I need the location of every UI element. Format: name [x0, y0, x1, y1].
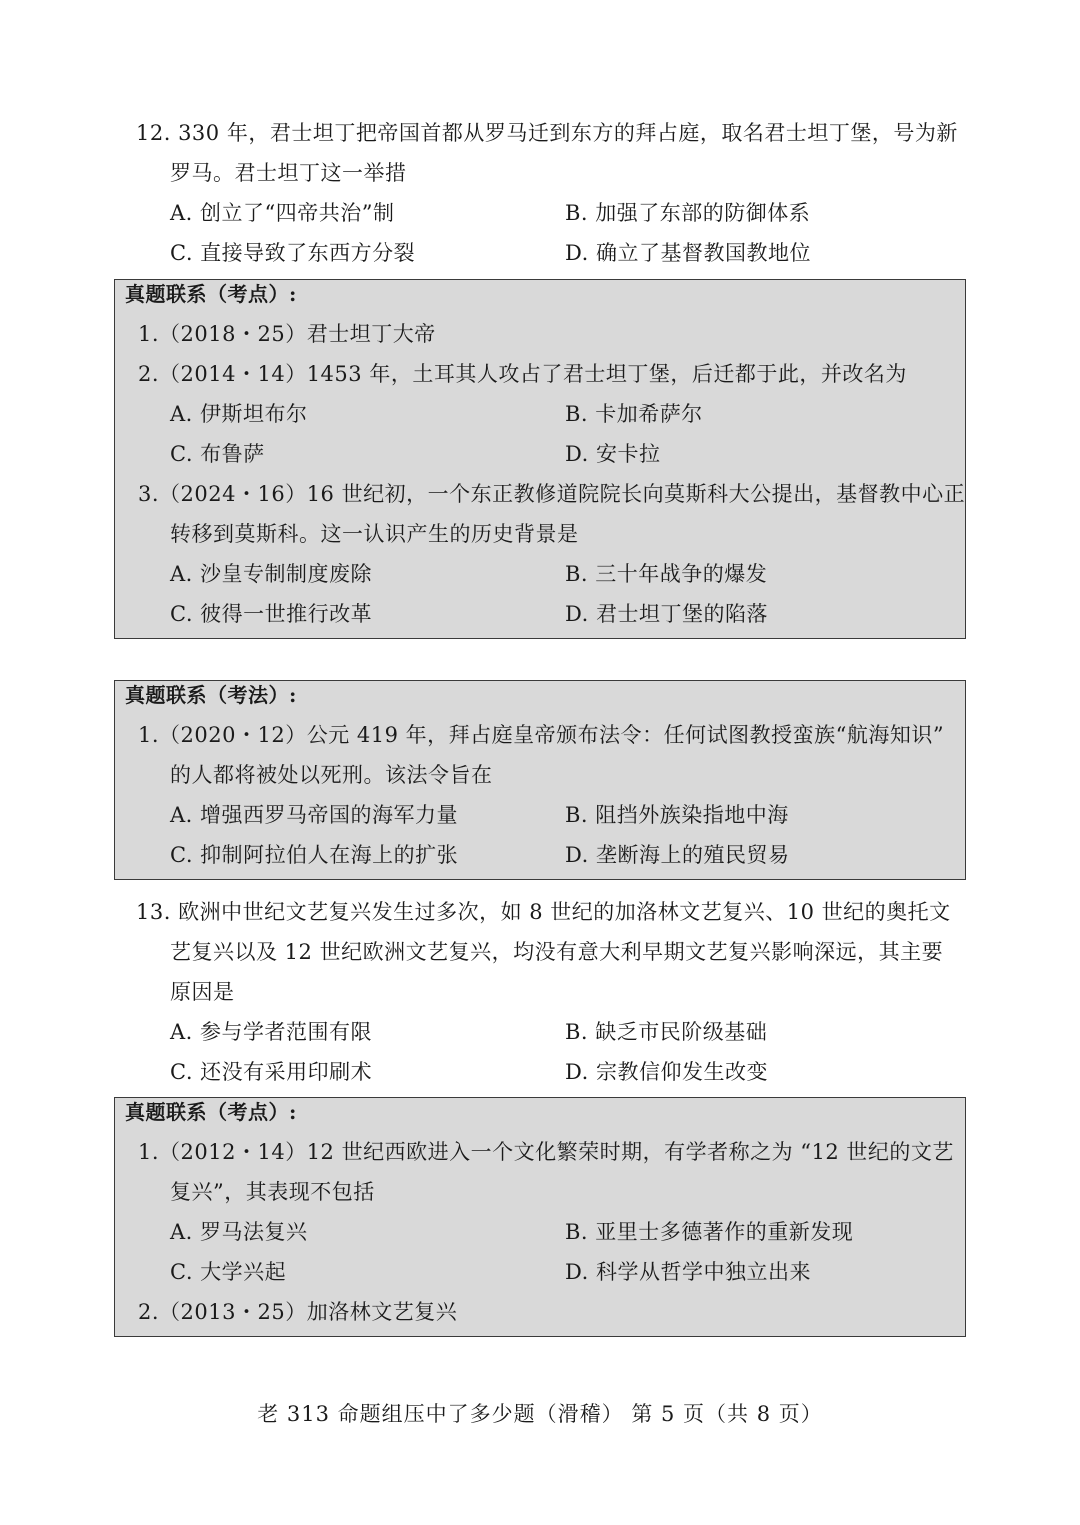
box2-item1-line2: 的人都将被处以死刑。该法令旨在	[170, 763, 493, 787]
box3-item1-line2: 复兴”，其表现不包括	[170, 1180, 375, 1204]
box1-item2-option-b: B. 卡加希萨尔	[565, 402, 703, 426]
q13-option-a: A. 参与学者范围有限	[170, 1020, 373, 1044]
box1-item1: 1.（2018・25）君士坦丁大帝	[138, 322, 436, 346]
box2-item1-line1: 1.（2020・12）公元 419 年，拜占庭皇帝颁布法令：任何试图教授蛮族“航海知识”	[138, 723, 945, 747]
box3-item1-option-b: B. 亚里士多德著作的重新发现	[565, 1220, 854, 1244]
box3-title: 真题联系（考点）:	[125, 1100, 297, 1124]
q13-stem-line3: 原因是	[170, 980, 235, 1004]
box2-option-b: B. 阻挡外族染指地中海	[565, 803, 789, 827]
box3-item1-line1: 1.（2012・14）12 世纪西欧进入一个文化繁荣时期，有学者称之为 “12 世纪的文艺	[138, 1140, 954, 1164]
q12-option-b: B. 加强了东部的防御体系	[565, 201, 811, 225]
box1-item2: 2.（2014・14）1453 年，土耳其人攻占了君士坦丁堡，后迁都于此，并改名为	[138, 362, 907, 386]
box1-item3-option-b: B. 三十年战争的爆发	[565, 562, 768, 586]
box3-item1-option-c: C. 大学兴起	[170, 1260, 287, 1284]
box2-option-a: A. 增强西罗马帝国的海军力量	[170, 803, 459, 827]
box2-option-d: D. 垄断海上的殖民贸易	[565, 843, 790, 867]
q13-option-d: D. 宗教信仰发生改变	[565, 1060, 768, 1084]
q12-option-a: A. 创立了“四帝共治”制	[170, 201, 395, 225]
q12-stem-line1: 12. 330 年，君士坦丁把帝国首都从罗马迁到东方的拜占庭，取名君士坦丁堡，号为新	[136, 121, 958, 145]
box1-item2-option-c: C. 布鲁萨	[170, 442, 265, 466]
q12-option-c: C. 直接导致了东西方分裂	[170, 241, 416, 265]
box2-title: 真题联系（考法）:	[125, 683, 297, 707]
q12-stem-line2: 罗马。君士坦丁这一举措	[170, 161, 407, 185]
page-footer: 老 313 命题组压中了多少题（滑稽） 第 5 页（共 8 页）	[257, 1402, 823, 1426]
box1-item3-option-a: A. 沙皇专制制度废除	[170, 562, 373, 586]
box3-item1-option-d: D. 科学从哲学中独立出来	[565, 1260, 811, 1284]
box1-title: 真题联系（考点）:	[125, 282, 297, 306]
box1-item3-line2: 转移到莫斯科。这一认识产生的历史背景是	[170, 522, 579, 546]
q13-stem-line2: 艺复兴以及 12 世纪欧洲文艺复兴，均没有意大利早期文艺复兴影响深远，其主要	[170, 940, 944, 964]
box3-item2: 2.（2013・25）加洛林文艺复兴	[138, 1300, 458, 1324]
box1-item2-option-a: A. 伊斯坦布尔	[170, 402, 308, 426]
q13-option-c: C. 还没有采用印刷术	[170, 1060, 373, 1084]
q13-stem-line1: 13. 欧洲中世纪文艺复兴发生过多次，如 8 世纪的加洛林文艺复兴、10 世纪的奥托文	[136, 900, 951, 924]
box1-item3-option-d: D. 君士坦丁堡的陷落	[565, 602, 768, 626]
box2-option-c: C. 抑制阿拉伯人在海上的扩张	[170, 843, 459, 867]
box3-item1-option-a: A. 罗马法复兴	[170, 1220, 308, 1244]
box1-item2-option-d: D. 安卡拉	[565, 442, 661, 466]
box1-item3-line1: 3.（2024・16）16 世纪初，一个东正教修道院院长向莫斯科大公提出，基督教中心正	[138, 482, 966, 506]
q13-option-b: B. 缺乏市民阶级基础	[565, 1020, 768, 1044]
q12-option-d: D. 确立了基督教国教地位	[565, 241, 811, 265]
box1-item3-option-c: C. 彼得一世推行改革	[170, 602, 373, 626]
